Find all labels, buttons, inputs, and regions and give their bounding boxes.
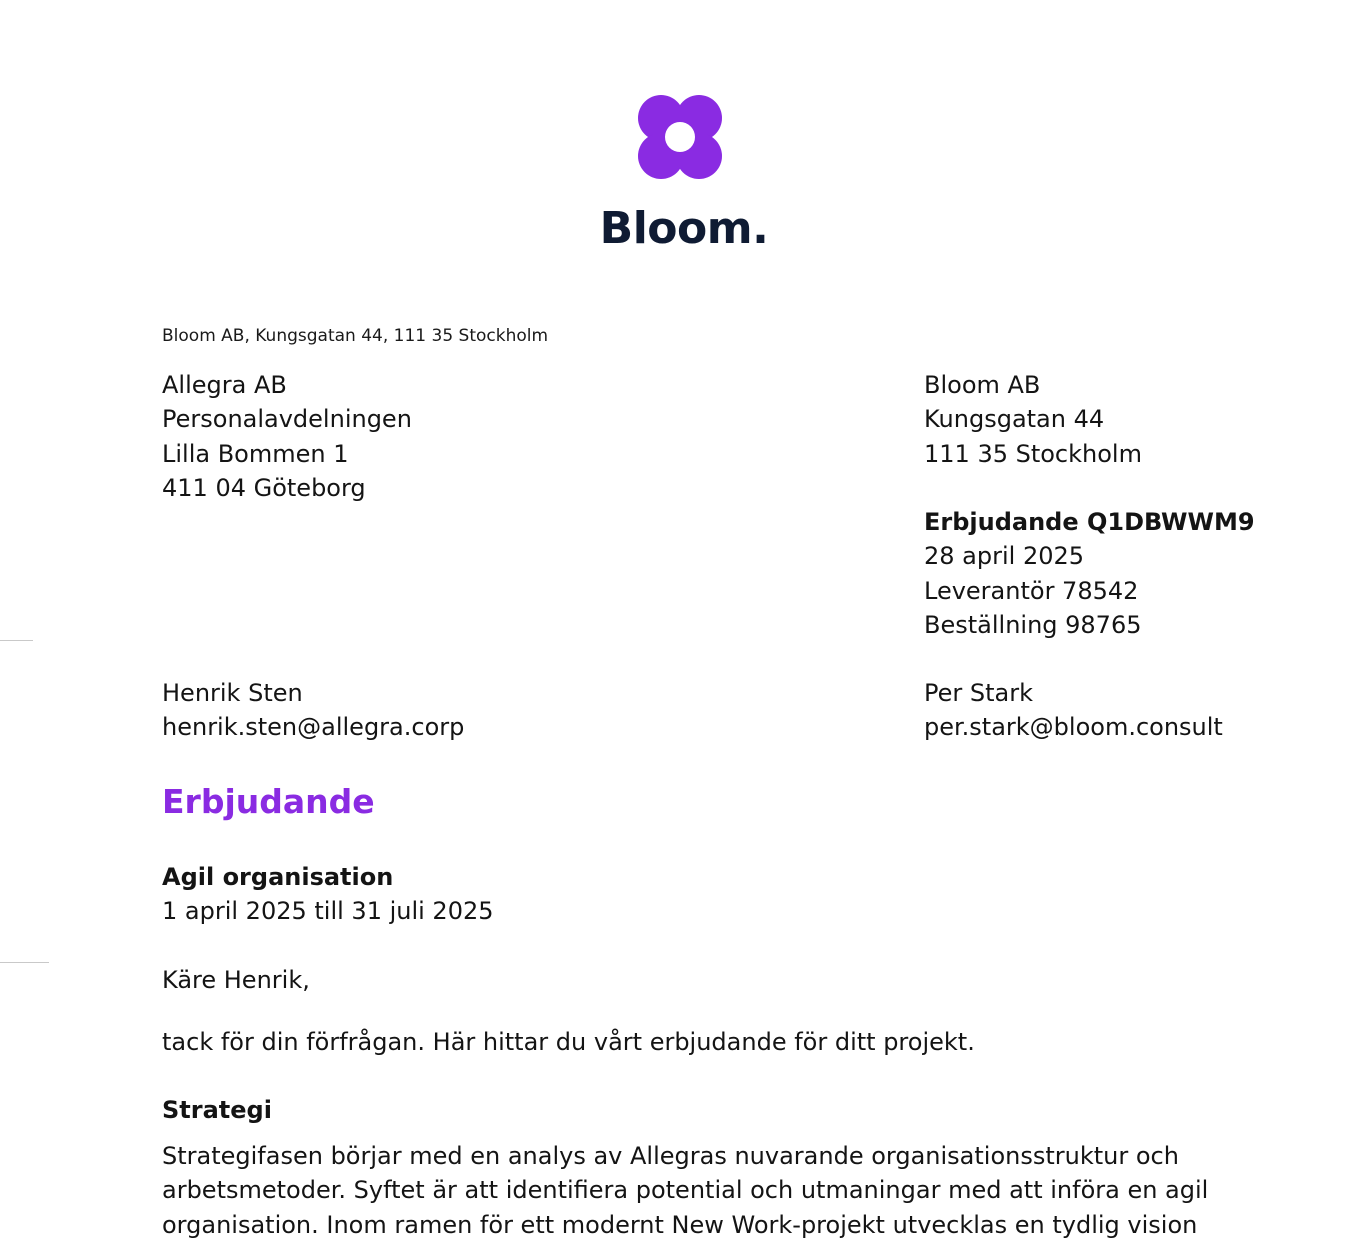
supplier-number: Leverantör 78542 (924, 576, 1139, 605)
strategy-line: organisation. Inom ramen för ett modernt New Work-projekt utvecklas en tydlig vision (162, 1210, 1198, 1239)
contact-sender (924, 676, 1223, 745)
sender-address (924, 368, 1142, 471)
recipient-address (162, 368, 412, 505)
project-period: 1 april 2025 till 31 juli 2025 (162, 897, 494, 926)
intro-paragraph: tack för din förfrågan. Här hittar du vårt erbjudande för ditt projekt. (162, 1028, 975, 1056)
fold-mark-bottom (0, 962, 49, 963)
offer-date: 28 april 2025 (924, 542, 1085, 571)
contact-sender-email: per.stark@bloom.consult (924, 713, 1223, 742)
order-number: Beställning 98765 (924, 610, 1142, 639)
strategy-line: Strategifasen börjar med en analys av Allegras nuvarande organisationsstruktur och (162, 1142, 1179, 1170)
recipient-city: 411 04 Göteborg (162, 473, 366, 502)
sender-city: 111 35 Stockholm (924, 439, 1142, 468)
project-info (162, 860, 494, 929)
sender-company: Bloom AB (924, 371, 1041, 399)
contact-sender-name: Per Stark (924, 679, 1033, 707)
recipient-company: Allegra AB (162, 371, 287, 399)
flower-icon (635, 92, 725, 182)
sender-return-line: Bloom AB, Kungsgatan 44, 111 35 Stockholm (162, 326, 549, 346)
offer-meta (924, 505, 1255, 642)
contact-recipient (162, 676, 464, 745)
recipient-street: Lilla Bommen 1 (162, 439, 349, 468)
offer-number: Erbjudande Q1DBWWM9 (924, 508, 1255, 536)
project-name: Agil organisation (162, 863, 394, 891)
recipient-department: Personalavdelningen (162, 405, 412, 434)
sender-street: Kungsgatan 44 (924, 405, 1105, 434)
logo (0, 92, 1360, 254)
contact-recipient-name: Henrik Sten (162, 679, 303, 707)
fold-mark-top (0, 640, 33, 641)
strategy-line: arbetsmetoder. Syftet är att identifiera potential och utmaningar med att införa en agil (162, 1176, 1209, 1205)
logo-wordmark: Bloom. (599, 203, 769, 254)
strategy-paragraph (162, 1139, 1208, 1242)
salutation: Käre Henrik, (162, 966, 310, 994)
document-heading: Erbjudande (162, 782, 375, 821)
strategy-heading: Strategi (162, 1096, 272, 1124)
contact-recipient-email: henrik.sten@allegra.corp (162, 713, 465, 742)
